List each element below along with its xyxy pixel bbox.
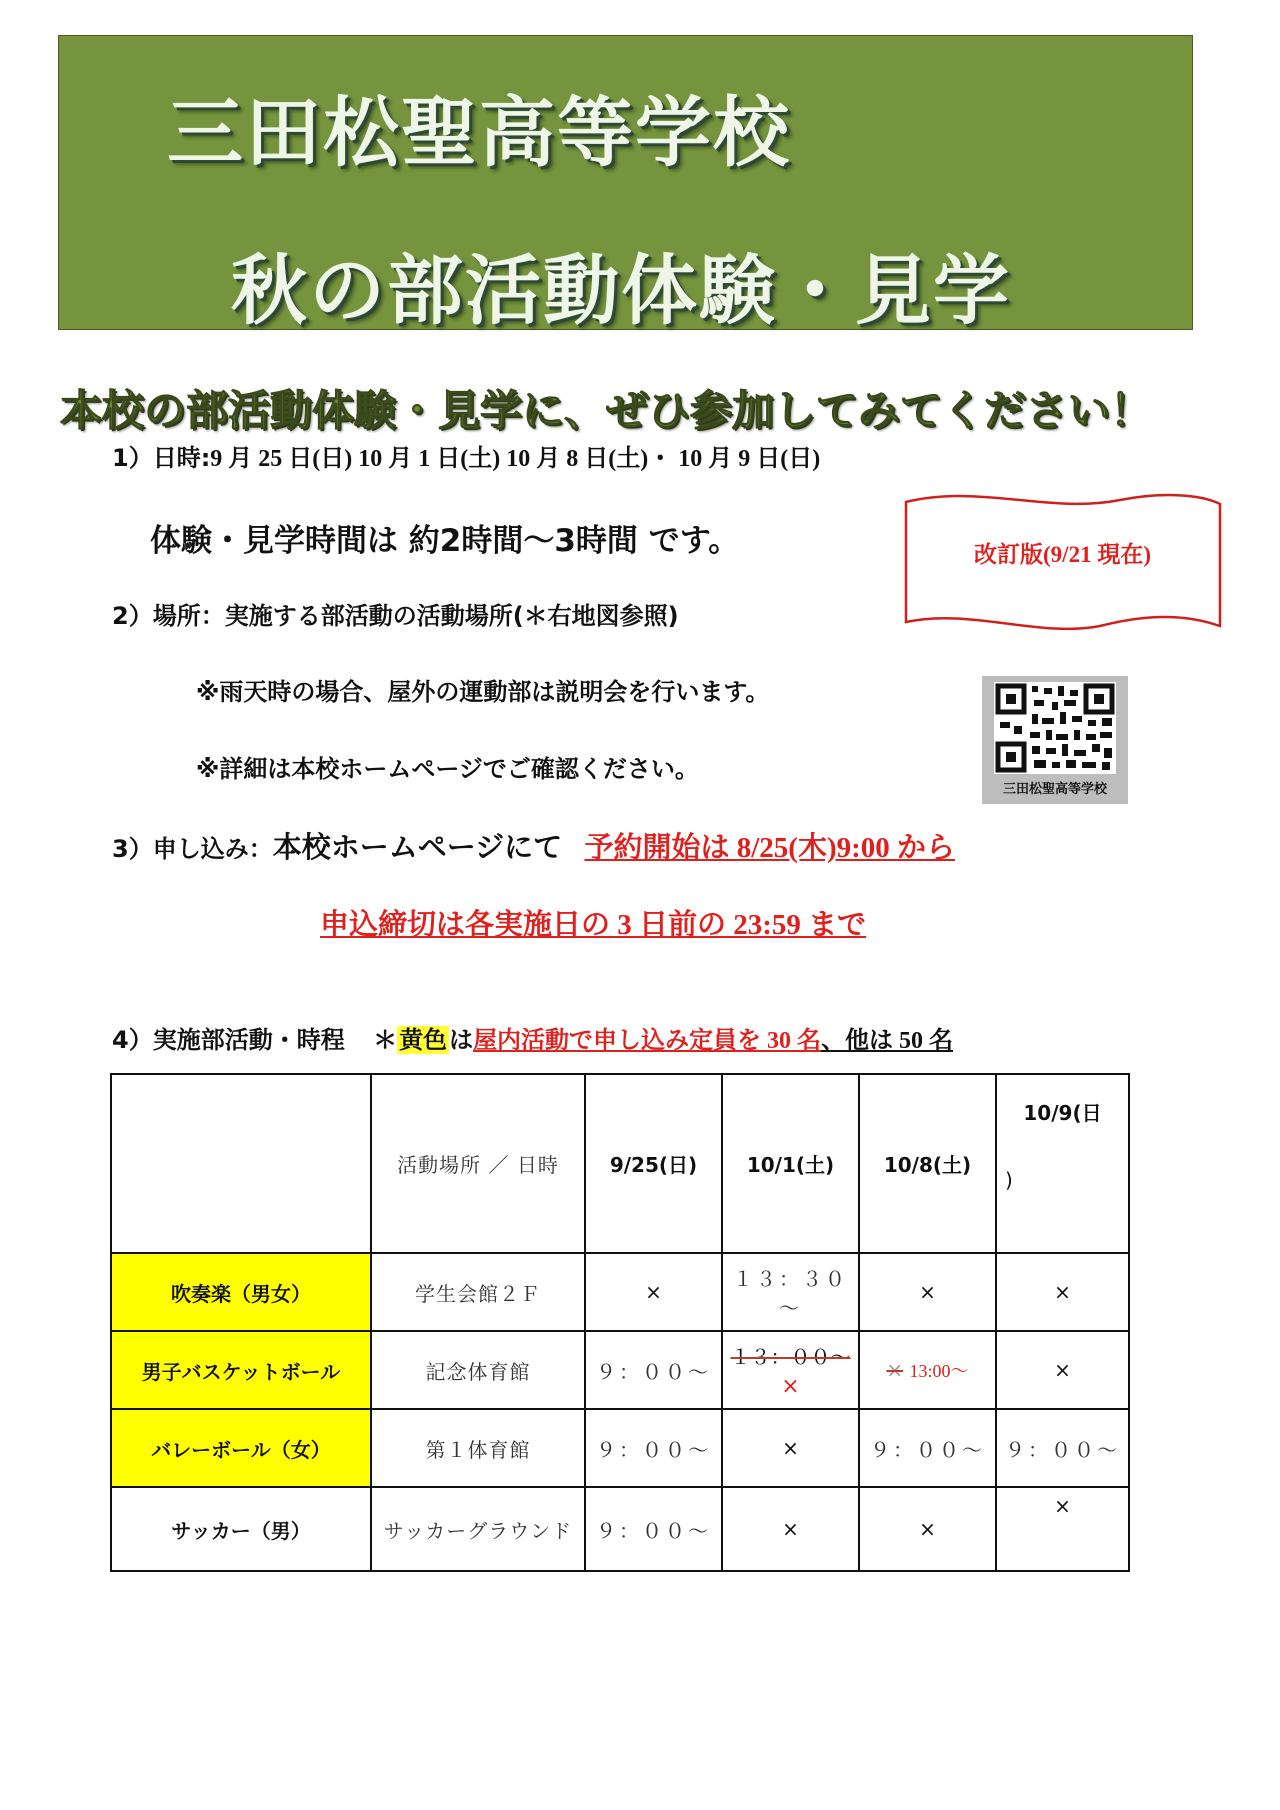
schedule-cell: ×: [996, 1253, 1129, 1331]
club-name: 男子バスケットボール: [111, 1331, 371, 1409]
invitation-headline: 本校の部活動体験・見学に、ぜひ参加してみてください！: [60, 386, 1153, 435]
title-banner: [58, 35, 1193, 335]
club-name: 吹奏楽（男女）: [111, 1253, 371, 1331]
header-date-4-tail: ): [1005, 1168, 1013, 1192]
club-place: 記念体育館: [371, 1331, 585, 1409]
wa-particle: は: [449, 1026, 474, 1054]
application-deadline: 申込締切は各実施日の 3 日前の 23:59 まで: [320, 909, 867, 941]
old-time: １３：００～: [730, 1345, 851, 1369]
schedule-cell: ×: [722, 1487, 859, 1571]
club-name: バレーボール（女）: [111, 1409, 371, 1487]
club-place: 第１体育館: [371, 1409, 585, 1487]
item1-label: 1）日時:: [112, 444, 211, 472]
table-header-row: [111, 1074, 1129, 1253]
club-place: 学生会館２Ｆ: [371, 1253, 585, 1331]
table-row: [111, 1409, 1129, 1487]
schedule-table: [110, 1073, 1130, 1572]
header-date-4: [996, 1074, 1129, 1253]
asterisk: ＊: [373, 1026, 398, 1054]
club-name: サッカー（男）: [111, 1487, 371, 1571]
schedule-label: 4）実施部活動・時程: [112, 1026, 345, 1054]
new-time: 13:00～: [909, 1361, 969, 1381]
item1-line: [112, 438, 820, 473]
rain-note: ※雨天時の場合、屋外の運動部は説明会を行います。: [196, 678, 770, 706]
schedule-cell: ９：００～: [585, 1487, 722, 1571]
application-label: 3）申し込み：: [112, 835, 273, 863]
qr-block: [982, 676, 1128, 804]
reservation-open: 予約開始は 8/25(木)9:00 から: [584, 832, 956, 864]
schedule-cell: ×: [996, 1487, 1129, 1571]
schedule-cell: ×: [859, 1253, 996, 1331]
club-place: サッカーグラウンド: [371, 1487, 585, 1571]
new-value: ×: [781, 1374, 800, 1399]
other-capacity-note: 、他は 50 名: [821, 1028, 954, 1054]
qr-code-icon: [994, 682, 1116, 774]
duration-text: 体験・見学時間は 約2時間～3時間 です。: [150, 523, 740, 559]
revision-label: 改訂版(9/21 現在): [974, 542, 1151, 567]
schedule-cell: ×: [722, 1409, 859, 1487]
qr-caption: 三田松聖高等学校: [1002, 782, 1107, 797]
application-method: 本校ホームページにて: [272, 830, 563, 864]
application-line: [112, 825, 955, 866]
schedule-cell: ９：００～: [585, 1331, 722, 1409]
schedule-cell: ９：００～: [996, 1409, 1129, 1487]
schedule-cell-changed: [859, 1331, 996, 1409]
table-row: [111, 1253, 1129, 1331]
schedule-cell: ×: [859, 1487, 996, 1571]
old-value: ×: [886, 1358, 904, 1382]
event-title: 秋の部活動体験・見学: [231, 246, 1011, 335]
schedule-cell: ９：００～: [585, 1409, 722, 1487]
header-place: 活動場所 ／ 日時: [371, 1074, 585, 1253]
item1-dates: 9 月 25 日(日) 10 月 1 日(土) 10 月 8 日(土)・ 10 月 9 日(日): [210, 446, 821, 472]
header-date-1: 9/25(日): [585, 1074, 722, 1253]
header-date-3: 10/8(土): [859, 1074, 996, 1253]
header-date-2: 10/1(土): [722, 1074, 859, 1253]
header-empty-cell: [111, 1074, 371, 1253]
details-note: ※詳細は本校ホームページでご確認ください。: [196, 755, 699, 783]
table-row: [111, 1487, 1129, 1571]
header-date-4-text: 10/9(日: [1023, 1101, 1102, 1125]
schedule-cell: ×: [585, 1253, 722, 1331]
yellow-word: 黄色: [399, 1026, 448, 1054]
schedule-cell: １３：３０～: [722, 1253, 859, 1331]
revision-flag: [900, 488, 1225, 638]
indoor-capacity-note: 屋内活動で申し込み定員を 30 名: [473, 1028, 822, 1054]
table-row: [111, 1331, 1129, 1409]
schedule-cell: ９：００～: [859, 1409, 996, 1487]
location-text: 2）場所：実施する部活動の活動場所(＊右地図参照): [112, 602, 679, 630]
schedule-cell: ×: [996, 1331, 1129, 1409]
schedule-cell-changed: [722, 1331, 859, 1409]
school-name: 三田松聖高等学校: [167, 88, 791, 177]
schedule-heading: [112, 1020, 953, 1055]
